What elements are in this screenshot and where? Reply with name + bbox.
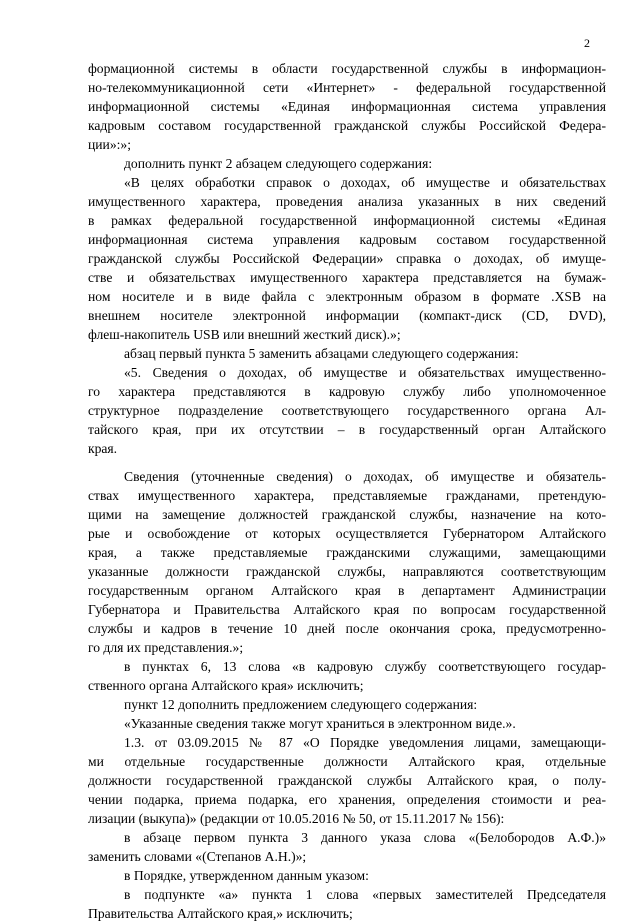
text-line: информационная система управления кадровым составом государственной: [88, 232, 606, 247]
paragraph-gap: [88, 458, 606, 467]
page-number: 2: [584, 36, 590, 50]
text-line: информационной системы «Единая информационная система управления: [88, 99, 606, 114]
text-line: государственным органом Алтайского края в департамент Администрации: [88, 583, 606, 598]
text-line: заменить словами «(Степанов А.Н.)»;: [88, 849, 307, 864]
text-line: го характера представляются в кадровую службу либо уполномоченное: [88, 384, 606, 399]
text-line: внешнем носителе электронной информации (компакт-диск (CD, DVD),: [88, 308, 606, 323]
text-line: тайского края, при их отсутствии – в государственный орган Алтайского: [88, 422, 606, 437]
text-line: Губернатора и Правительства Алтайского края по вопросам государственной: [88, 602, 606, 617]
text-line: пункт 12 дополнить предложением следующего содержания:: [124, 697, 478, 712]
text-line: го для их представления.»;: [88, 640, 244, 655]
text-line: ми отдельные государственные должности Алтайского края, отдельные: [88, 754, 606, 769]
text-line: но-телекоммуникационной сети «Интернет» - федеральной государственной: [88, 80, 606, 95]
text-line: формационной системы в области государственной службы в информацион-: [88, 61, 606, 76]
text-line: Сведения (уточненные сведения) о доходах, об имуществе и обязатель-: [124, 469, 606, 484]
text-line: 1.3. от 03.09.2015 № 87 «О Порядке уведомления лицами, замещающи-: [124, 735, 606, 750]
text-line: кадровым составом государственной гражданской службы Российской Федера-: [88, 118, 606, 133]
text-line: ствах имущественного характера, представляемые гражданами, претендую-: [88, 488, 606, 503]
text-line: края.: [88, 441, 118, 456]
text-line: указанные должности гражданской службы, направляются соответствующим: [88, 564, 606, 579]
text-line: края, а также представляемые гражданскими служащими, замещающими: [88, 545, 606, 560]
text-line: должности государственной гражданской службы Алтайского края, о полу-: [88, 773, 606, 788]
text-line: флеш-накопитель USB или внешний жесткий диск).»;: [88, 327, 401, 342]
text-line: ственного органа Алтайского края» исключить;: [88, 678, 364, 693]
text-line: абзац первый пункта 5 заменить абзацами следующего содержания:: [124, 346, 519, 361]
text-line: дополнить пункт 2 абзацем следующего содержания:: [124, 156, 433, 171]
text-line: в абзаце первом пункта 3 данного указа слова «(Белобородов А.Ф.)»: [124, 830, 606, 845]
text-line: ном носителе и в виде файла с электронным образом в формате .XSB на: [88, 289, 606, 304]
document-body: [88, 59, 606, 923]
text-line: рые и освобождение от которых осуществляется Губернатором Алтайского: [88, 526, 606, 541]
text-line: «Указанные сведения также могут храниться в электронном виде.».: [124, 716, 516, 731]
text-line: в подпункте «а» пункта 1 слова «первых заместителей Председателя: [124, 887, 606, 902]
text-line: стве и обязательствах имущественного характера представляется на бумаж-: [88, 270, 606, 285]
text-line: в пунктах 6, 13 слова «в кадровую службу соответствующего государ-: [124, 659, 606, 674]
text-line: щими на замещение должностей гражданской службы, назначение на кото-: [88, 507, 606, 522]
text-line: гражданской службы Российской Федерации» справка о доходах, об имуще-: [88, 251, 606, 266]
text-line: чении подарка, приема подарка, его хранения, определения стоимости и реа-: [88, 792, 606, 807]
text-line: в Порядке, утвержденном данным указом:: [124, 868, 369, 883]
text-line: «5. Сведения о доходах, об имуществе и обязательствах имущественно-: [124, 365, 606, 380]
text-line: структурное подразделение соответствующего государственного органа Ал-: [88, 403, 606, 418]
text-line: «В целях обработки справок о доходах, об имуществе и обязательствах: [124, 175, 606, 190]
text-line: ции»:»;: [88, 137, 131, 152]
text-line: в рамках федеральной государственной информационной системы «Единая: [88, 213, 606, 228]
text-line: Правительства Алтайского края,» исключить;: [88, 906, 353, 921]
text-line: лизации (выкупа)» (редакции от 10.05.2016 № 50, от 15.11.2017 № 156):: [88, 811, 505, 826]
text-line: имущественного характера, проведения анализа указанных в них сведений: [88, 194, 606, 209]
text-line: службы и кадров в течение 10 дней после окончания срока, предусмотренно-: [88, 621, 606, 636]
